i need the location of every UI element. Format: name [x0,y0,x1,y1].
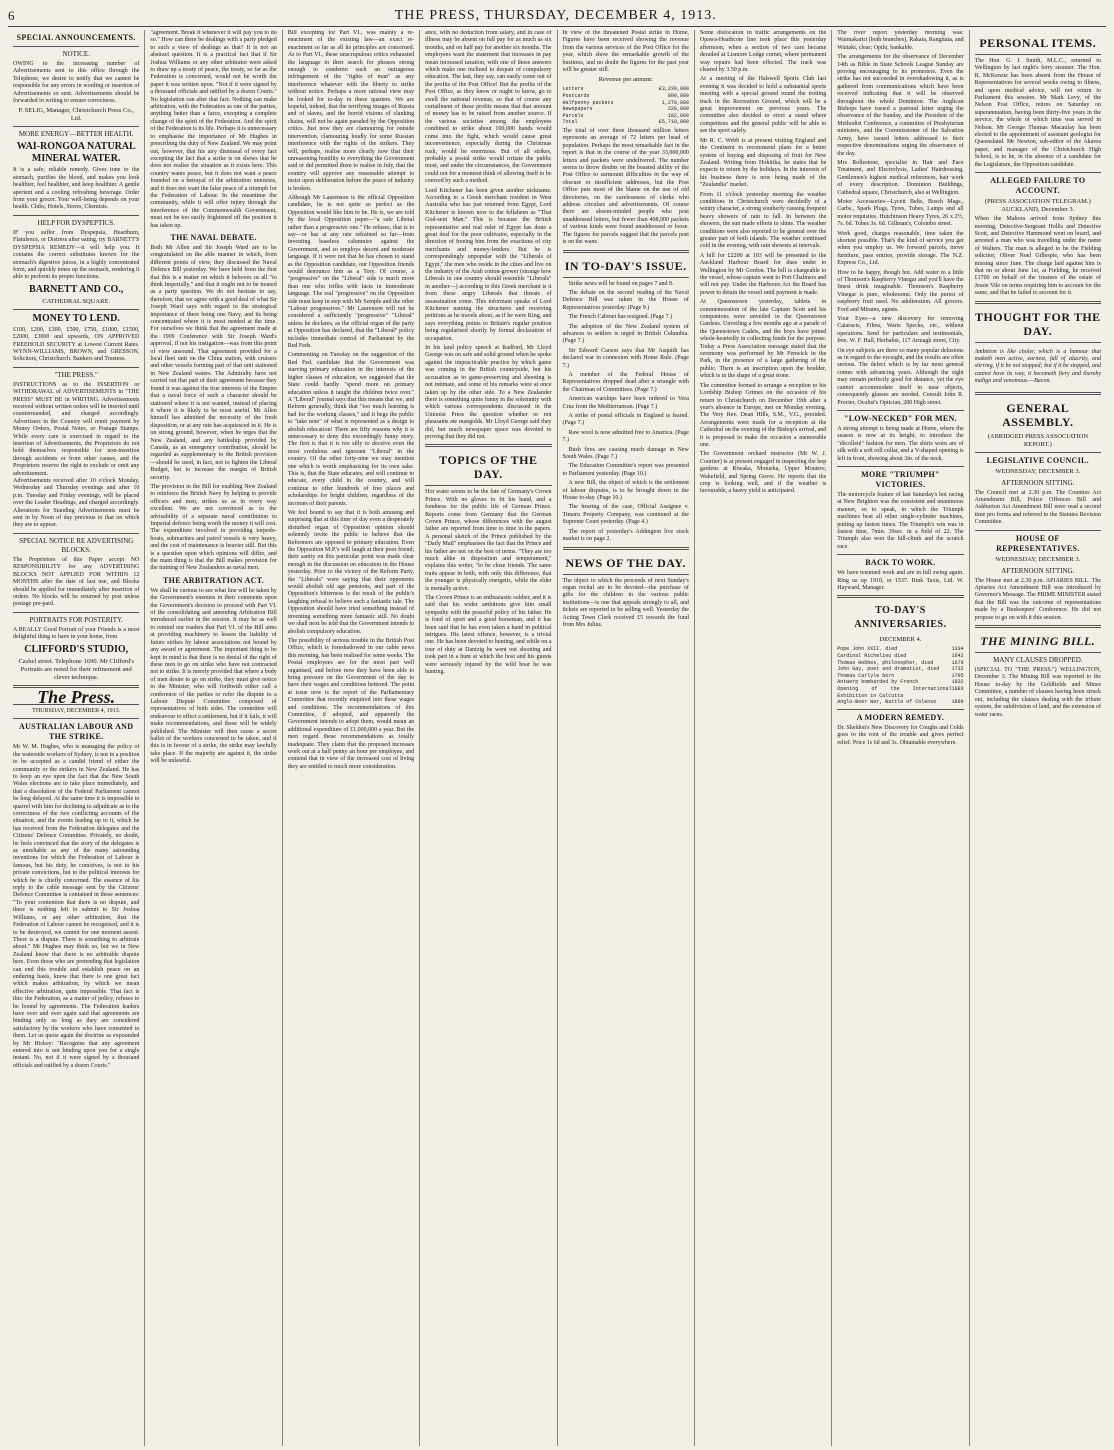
anniversary-row [837,686,963,699]
col4-paragraph-2: Lord Kitchener has been given another nickname. According to a Greek merchant resident in West Australia who has just returned from Egypt, Lord Kitchener is known now to the fellaheen as "That God-sent Man." This is because the British representative and real ruler of Egypt has done a great deal for the poor cultivator, especially in the direction of freeing him from the exactions of city merchants and money-lenders. But he is correspondingly unpopular with the "Liberals of Egypt," the men who reside in the cities and live on the industry of the Arab cotton-grower (strange how Liberals in one country should resemble "Liberals" in another—) according to this Greek merchant is it from these angry Liberals that threats of assassination come. This informant speaks of Lord Kitchener naming the structures and receiving petitions as he travels about, as if he were King, and says everything points to Britain's regular position being regularised shortly by formal declaration of occupation. [425,187,552,342]
revenue-table [563,86,689,126]
news-body: The object to which the proceeds of next Sunday's organ recital are to be devoted—the purchase of gifts for the children in the various public institutions—is one that appeals strongly to all, and tickets are reported to be selling well. Yesterday the Acting Town Clerk received £5 towards the fund from Mrs Julius. [562,577,689,628]
issue-item: The report of yesterday's Addington live stock market is on page 2. [562,528,689,543]
anniversary-event: John Gay, poet and dramatist, died [837,666,940,673]
revenue-row [563,113,689,120]
anniversary-year: 1732 [951,666,964,673]
col7-paragraph-7: Your Eyes—a new discovery for removing Cataracts, Films, Warts Specks, etc., without operations. Send for particulars and testimonials, free. W. F. Hall, Herbalist, 117 Armagh street, City. [837,316,964,345]
naval-debate-heading: THE NAVAL DEBATE. [170,232,257,242]
special-announcements-heading: SPECIAL ANNOUNCEMENTS. [16,33,136,42]
revenue-label: Letters [562,86,584,93]
naval-debate-body: Both Mr Allen and Sir Joseph Ward are to be congratulated on the able manner in which, from different points of view, they discussed the Naval Defence Bill yesterday. We have held from the first that this is a matter on which it behoves us all "to think Imperially," and that it ought not to be treated as a party question. We do not hesitate to say, therefore, that we agree with a good deal of what Sir Joseph Ward says with regard to the strategical importance of there being one Navy, and its being concentrated where it is most needed at the time. For ourselves we think that the agreement made at the 1909 Conference with Sir Joseph Ward's approval, if not his instigation—was from this point of view unsound. That agreement provided for a local fleet unit on the China station, with cruisers and other vessels forming part of that unit stationed in New Zealand waters. The Admiralty have not carried out that part of their agreement because they found it was against the true interests of the Empire that a naval force of such a character should be stationed where it is not wanted, instead of placing it where it is likely to be most useful. Mr Allen himself has admitted the necessity of the fresh disposition, or at any rate has acquiesced in it. He is on strong ground, however, when he urges that the New Zealand, and any battleship provided by Canada, as an emergency contribution, should be regarded as supplementary to the British provision—should be used, in fact, not to lighten the Liberal Budget, but to increase the margin of British security. [150,244,277,481]
wairongoa-heading: MORE ENERGY—BETTER HEALTH. [18,130,134,139]
remedy-heading: A MODERN REMEDY. [856,712,945,722]
barnett-address: CATHEDRAL SQUARE. [42,297,111,305]
anniversary-year: 1642 [951,653,964,659]
press-rules-body: INSTRUCTIONS as to the INSERTION or WITHDRAWAL of ADVERTISEMENTS in "THE PRESS" MUST BE in WRITING. Advertisements received without written orders will be inserted until countermanded, and charged accordingly. Advertisers in the Country will remit payment by Money Orders, Postal Notes, or Postage Stamps. While every care is exercised in regard to the insertion of Advertisements, the Proprietors do not hold themselves responsible for non-insertion through accidents or from other causes, and the Proprietors reserve the right to exclude or omit any advertisement. [13,381,140,477]
issue-heading: IN TO-DAY'S ISSUE. [564,258,687,273]
anniversary-row [837,653,963,660]
newspaper-logo: The Press. [37,686,116,707]
issue-list [563,281,689,544]
col6-paragraph-3: Mr R. C. Webb is at present visiting England and the Continent to recommend plans for a better system of buying and disposing of fruit for New Zealand. Writing from Hokitika, he states that he expects to return by the holidays. In the interests of his business there is now being made of the "Zealandia" market. [699,137,827,189]
anniversary-year: 1883 [951,685,964,692]
column-6 [695,30,832,1446]
masthead [8,6,1106,27]
anniversaries-heading: TO-DAY'S ANNIVERSARIES. [854,605,947,631]
mining-body: (SPECIAL TO "THE PRESS.") WELLINGTON, December 3. The Mining Bill was reported to the House to-day by the Goldfields and Mines Committee, a number of clauses having been struck out, including the clauses dealing with the tribute system, the subdivision of land, and the extension of water races. [974,667,1101,718]
legislative-heading: LEGISLATIVE COUNCIL. [986,455,1089,465]
revenue-label: Newspapers [562,106,593,113]
issue-item: American warships have been ordered to Vera Cruz from the Mediterranean. (Page 7.) [562,396,689,410]
back-to-work-heading: BACK TO WORK. [865,558,936,568]
news-heading: NEWS OF THE DAY. [565,555,686,570]
anniversary-year: 1334 [951,646,964,653]
alleged-heading: ALLEGED FAILURE TO ACCOUNT. [990,176,1086,196]
column-5 [558,30,695,1446]
issue-item: A member of the Federal House of Representatives dropped dead after a wrangle with the Chairman of Committees. (Page 7.) [562,371,689,393]
issue-item: A strike of postal officials in England is feared. (Page 7.) [562,413,689,427]
legislative-subhead: AFTERNOON SITTING. [1001,478,1075,487]
portraits-heading: PORTRAITS FOR POSTERITY. [29,615,123,624]
issue-item: Bush fires are causing much damage in New South Wales. (Page 7.) [562,446,689,461]
issue-item: Sir Edward Carson says that Mr Asquith has declared war in connexion with Home Rule. (Page 7.) [562,347,689,369]
anniversary-year: 1679 [951,659,964,666]
thought-heading: THOUGHT FOR THE DAY. [974,309,1101,338]
portraits-body: A REALLY Good Portrait of your Friends is a most delightful thing to have in your home, from [13,626,140,641]
topics-heading: TOPICS OF THE DAY. [439,453,538,482]
issue-item: Strike news will be found on pages 7 and 8. [568,280,674,287]
anniversary-year: 1795 [951,672,964,679]
leader-continued: "agreement. Break it whenever it will pay you to do so." How can there be dealings with a party pledged to such a view of dealings as that? It is not an abstract question. It is a practical fact that if Sir Joshua Williams or any other arbitrator were asked to draw up a treaty of peace, the treaty, so far as the Federation is concerned, would not be worth the paper it was written upon. "Not if it were signed by a thousand officials and ratified by a dozen Courts." No legislation can alter that fact. Nothing can make arbitration, with the Federation as one of the parties, anything better than a farce, excepting a complete change of the spirit of the Federation. And the spirit of the Federation is its life. Perhaps it is unnecessary to emphasise the importance of Mr Hughes in prescribing the duty of New Zealand. We may point out, however, that his airy dismissal of every fact excepting the fact that a strike is on shows that he does not realise the situation as it exists here. This country wants peace, but it does not want a peace founded on a betrayal of the arbitration unionists, and it does not want the false peace of a triumph for the Federation of Labour. In the meantime the community, while it will offer injury through the interference of the Commonwealth Government, must not be too easily frightened off the position it has taken up. [150,30,277,229]
revenue-value: £3,230,000 [658,86,689,93]
anniversary-event: Opening of the International Exhibition in Calcutta [837,685,952,699]
col6-paragraph-8: The Government orchard instructor (Mr W. J. Courtier) is at present engaged in inspecting the hop gardens at Riwaka, Motueka, Upper Moutere, Wakefield, and Spring Grove. He reports that the crop is looking well, and if the weather is favourable, a heavy yield is anticipated. [699,451,827,495]
alleged-subhead: (PRESS ASSOCIATION TELEGRAM.) AUCKLAND, December 3. [984,198,1091,214]
mining-heading: THE MINING BILL. [980,634,1096,649]
issue-item: The Education Committee's report was presented to Parliament yesterday. (Page 10.) [562,463,689,477]
issue-item: The debate on the second reading of the Naval Defence Bill was taken in the House of Representatives yesterday. (Page 9.) [562,289,689,311]
col7-paragraph-5: Work good, charges reasonable, time taken the shortest possible. That's the kind of service you get when you employ us. We forward parcels, move furniture, pass entries, provide storage. The N.Z. Express Co., Ltd. [837,230,964,267]
col7-paragraph-4: Motor Accessories—Lycett Belts, Bosch Mags., Carbs., Spark Plugs, Tyres, Tubes, Lamps and all motor requisites. Hutchinson Heavy Tyres, 26 x 2½, 7s. 6d. Tubes 3s. 6d. Gillman's, Colombo street. [837,198,964,228]
col6-paragraph-6: At Queenstown yesterday, tablets in commemoration of the late Captain Scott and his companions were unveiled in the Queenstown Gardens. Unveiling a few months ago at a parade of the Queenstown Cadets, and the boys have joined whole-heartedly in collecting funds for the purpose. Today a Press Association message stated that the ceremony was performed by Mr Fenwick in the Park, in the presence of a large gathering of the public. There is an inscription upon the boulder, which is in the shape of a great stone. [699,299,827,380]
revenue-label: Postcards [562,93,590,100]
col3-paragraph-3: Commenting on Tuesday on the suggestion of the Red Fed. candidate that the Government was starving primary education in the interests of the higher classes of education, we suggested that the State could hardly "spend more on primary education unless it taught the children twice over." A "Liberal" journal says that this means that we, and Reform generally, think that "too much learning is bad for the working classes," and it begs the public to "take note" of what is represented as a design to abolish education! There are fifty reasons why it is unnecessary to deny this exceedingly funny story. The first is that it is too silly to deceive even the most credulous and ignorant "Liberal" in the country. Of the other forty-nine we may mention one which is worth emphasising for its own sake. This is, that the State educates, and will continue to educate, every child in the country, and will continue to offer hundreds of free places and scholarships for bright children, regardless of the incomes of their parents. [287,352,415,507]
anniversary-row [837,699,963,706]
anniversary-event: Thomas Carlyle born [837,672,895,679]
naval-debate-body-2: The provision in the Bill for enabling New Zealand to reinforce the British Navy by helping to provide officers and men, strikes us as in every way excellent. We are not convinced as to the advisability of a separate naval contribution to Imperial defence being worth the money it will cost. The expenditure involved in providing torpedo-boats, submarines and patrol vessels is very heavy, and the cost of maintenance is heavier still. But this is a question upon which opinions will differ, and the main thing is that the Bill makes provision for the training of New Zealanders as naval men. [150,483,277,572]
revenue-value: 228,000 [667,106,689,113]
col6-paragraph-2: At a meeting of the Halswell Sports Club last evening it was decided to hold a substantial sports meeting with a special ground round the trotting track in the Recreation Ground, which will be a great improvement on previous years. The committee also decided to erect a stand where competitors and the general public will be able to see the sport safely. [699,76,827,135]
notice-body: OWING to the increasing number of Advertisements sent to this office through the Telephone, we desire to notify that we cannot be responsible for any errors in wording or insertion of Advertisements so sent. Advertisements should be forwarded in writing to ensure correctness. [13,61,140,105]
anniversaries-list [837,646,963,705]
house-heading: HOUSE OF REPRESENTATIVES. [996,533,1080,553]
barnett-body: IF you suffer from Dyspepsia, Heartburn, Flatulence, or Distress after eating, try BARNETT'S DYSPEPSIA REMEDY—it will help you. It contains the correct substitutes known for the stomach's digestive juices, in a highly concentrated form, and quickly tones up the stomach, rendering it able to perform its proper functions. [13,229,140,281]
revenue-row [563,119,689,126]
lownecked-heading: "LOW-NECKED" FOR MEN. [843,413,957,423]
money-heading: MONEY TO LEND. [32,312,120,324]
special-notice-body: The Proprietors of this Paper accept NO RESPONSIBILITY for any ADVERTISING BLOCKS NOT APPLIED FOR WITHIN 12 MONTHS after the date of last use, and Blocks should be applied for immediately after insertion of orders. No blocks will be returned by post unless postage pre-paid. [13,556,140,608]
column-1 [8,30,145,1446]
revenue-value: 1,270,000 [661,99,689,106]
col6-paragraph-4: From 11 o'clock yesterday morning the weather conditions in Christchurch were decidedly of a wintry character, a strong southerly causing frequent heavy showers of rain to fall. In between the showers, the sun made efforts to shine. The weather conditions were also reported to be general over the greater part of both islands. The weather continued cold in the evening, with rain showers at intervals. [699,191,827,250]
col3-paragraph-1: Bill excepting for Part VI., was mainly a re-enactment of the existing law—an exact re-enactment so far as all its principles are concerned. As to Part VI., these unscrupulous critics exhausted the language in their search for phrases strong enough to condemn such an outrageous infringement of the "rights of man" as any interference whatever with the liberty to strike without notice. Perhaps a more rational view may be looked for to-day in these quarters. We are hopeful, indeed, that the terrifying images of Russia and of slaves, and the horrid visions of clanking chains, will not be again paraded by the Opposition critics. Just now they are clamouring for outside intervention, clamouring loudly for some Russian interference with the rights of the strikers. They will, perhaps, realise more clearly now that their unreasoning hostility to everything the Government said or did permitted them to realise in July, that the country will approve any reasonable attempt to insist upon deliberation before the peace of industry is broken. [287,30,415,192]
anniversary-row [837,660,963,667]
issue-item: The French Cabinet has resigned. (Page 7.) [568,314,673,321]
press-rules-extra: Advertisements received after 10 o'clock Monday, Wednesday and Thursday evenings and after 10 p.m. Tuesday and Friday evenings, will be placed over the Leader Headings, and charged accordingly. Alterations for Standing Advertisements must be sent in by Noon of day previous to that on which they are to appear. [13,478,140,529]
column-4 [420,30,557,1446]
thought-body: Ambition is like choler, which is a humour that maketh men active, earnest, full of alacrity, and stirring, if it be not stopped; but if it be stopped, and cannot have its way, it becometh fiery and thereby malign and venomous.—Bacon. [974,348,1101,385]
revenue-value: 182,000 [667,112,689,119]
lownecked-body: A strong attempt is being made at Home, where the season is now at its height, to introduce the "décolleté" fashion for men. The shirts worn are of silk with a soft roll collar, and a V-shaped opening is left in front, showing about 3in. of the neck. [837,425,964,462]
legislative-body: The Council met at 2.30 p.m. The Counties Act Amendment Bill, Police Offences Bill and Ashburton Act Amendment Bill were read a second time pro forma and referred to the Statutes Revision Committee. [974,489,1101,526]
barnett-name: BARNETT AND CO., [29,283,124,295]
triumph-body: The motorcycle feature of last Saturday's hot racing at New Brighton was the consistent and unanimous manner, so to speak, in which the Triumph machines beat all other single-cylinder machines, putting up fastest times. The Triumph's win was in fastest time, 7min. 39sec. in a field of 22. The Triumph also won the hill-climb and the scratch race. [837,491,964,550]
revenue-table-heading: Revenue per annum: [598,76,653,84]
revenue-label: Total [562,119,578,126]
press-rules-heading: "THE PRESS." [54,370,98,379]
col4-paragraph-4: Hot water seems to be the fate of Germany's Crown Prince. With no gloves to fit his hand, and a fondness for the public life of German Prince. Reports come from Germany that the German Crown Prince, whose differences with the august father are reported from time to time in the papers. A personal sketch of the Prince published by the "Daily Mail" emphasises the fact that the Prince and his father are not on the best of terms. "They are too much alike in disposition and temperament," explains this writer, "to be close friends. The same traits appear in both, with only this difference, that the younger is physically energetic, while the elder is mentally active. [425,489,552,592]
issue-item: The hearing of the case, Official Assignee v. Timaru Property Company, was continued at the Supreme Court yesterday. (Page 4.) [562,504,689,526]
col6-paragraph-7: The committee formed to arrange a reception to his Lordship Bishop Grimes on the occasion of his return to Christchurch on December 19th after a year's absence in Europe, met on Monday evening. The Very Rev. Dean Hills, S.M., V.G., presided. Arrangements were made for a reception at the Cathedral on the evening of the Bishop's arrival, and it is proposed to make the occasion a memorable one. [699,382,827,448]
notice-heading: NOTICE. [62,50,90,58]
anniversary-event: Thomas Hobbes, philosopher, died [837,659,934,666]
anniversary-row [837,646,963,653]
clifford-name: CLIFFORD'S STUDIO, [24,643,129,655]
anniversary-event: Pope John XXII. died [837,646,898,653]
col4-paragraph-5: The Crown Prince is an enthusiastic soldier, and it is said that his wider ambitions give him small sympathy with the peaceful policy of his father. He is fond of sport and a good horseman, and it has been said that he has even taken a hand in political intrigues. His latest offence, however, is a trivial one. He has been devoted to hunting, and while on a tour of duty at Dantzig he went out shooting and took part in a hunt at which the host and his guests were seriously injured by the wild boar he was hunting. [425,595,552,676]
arbitration-heading: THE ARBITRATION ACT. [163,575,265,585]
wairongoa-body: It is a safe, reliable remedy. Gives tone to the stomach, purifies the blood, and makes you look healthier, feel healthier, and keep healthier. A gentle aperient and a cooling refreshing beverage. Order from your grocer. Your well-being depends on your health. Clubs, Hotels, Stores, Chemists. [13,167,140,211]
col6-paragraph-1: Some dislocation in traffic arrangements on the Opawa-Heathcote line took place this yesterday afternoon, when a section of two cars became derailed at Lismore Lodge corner, where permanent way repairs had been effected. The track was cleared by 3.50 p.m. [699,30,827,74]
wairongoa-title: WAI-RONGOA NATURAL MINERAL WATER. [16,141,136,165]
alleged-body: When the Mahora arrived from Sydney this morning, Detective-Sergeant Hollis and Detective Scott, and Detective Hammond went on board, and arrested a man who was travelling under the name of Walters. The man is alleged to be the Fielding solicitor, Oliver Noel Gillespie, who has been missing since June. The charge laid against him is that on or about June 1st, at Fielding, he received £1700 on behalf of the trustees of the estate of Jessie Vile on terms requiring him to account for the same, and that he failed to account for it. [974,216,1101,297]
house-date: WEDNESDAY, DECEMBER 3. [995,555,1081,563]
column-2 [145,30,282,1446]
col6-paragraph-5: A bill for £2200 at 103 will be presented to the Auckland Harbour Board for dues under to Wellington by Mr Gordon. The bill is chargeable to the vessel, whose captain went to Port Chalmers and will not pay. Under the Harbours Act the Board has power to detain the vessel until payment is made. [699,252,827,296]
notice-signature: P. SELIG, Manager, Christchurch Press Co., Ltd. [18,107,134,123]
dateline: THURSDAY, DECEMBER 4, 1913. [32,707,121,714]
personal-heading: PERSONAL ITEMS. [979,36,1097,50]
special-notice-heading: SPECIAL NOTICE RE ADVERTISING BLOCKS. [19,536,134,554]
issue-item: The adoption of the New Zealand system of advances to settlers is urged in British Columbia. (Page 7.) [562,323,689,345]
issue-item: Raw wool is now admitted free to America. (Page 7.) [562,429,689,444]
col4-paragraph-3: In his land policy speech at Radford, Mr Lloyd George was on safe and solid ground when he spoke against the impracticable practice by which game was coming in the British countryside, but his accusation as to game-preserving and shooting is not intimate, and some of his remarks were at once taken up by the other side. To a New Zealander there is something quite funny in the solemnity with which various correspondents discussed in the Unionist Press the question whether or not pheasants ate mangolds. Mr Lloyd George said they did, but much newspaper space was devoted to proving that they did not. [425,345,552,440]
columns [8,30,1106,1446]
col5-paragraph-1: In view of the threatened Postal strike in Home, Figures have been received showing the revenue from the various services of the Post Office for the year, which show the remarkable growth of the business, and no doubt the figures for the past year will be greater still. [562,30,689,74]
remedy-body: Dr. Sheldon's New Discovery for Coughs and Colds goes to the root of the trouble and gives perfect relief. Price 1s 6d and 3s. Obtainable everywhere. [837,724,964,746]
newspaper-title: THE PRESS, THURSDAY, DECEMBER 4, 1913. [394,8,717,23]
col3-paragraph-2: Although Mr Laurenson is the official Opposition candidate, he is not quite so perfect as the Opposition would like him to be. He is, we are told by the local Opposition paper—"a safe Liberal rather than a progressive one." He refuses, that is to say—or has at any rate refrained so far—from inventing baseless calumnies against the Government, and so employs decent and moderate language. If it were not that he has chosen to stand as the Opposition candidate, our Opposition friends would denounce him as a Tory. Of course, a "progressive" on the "Liberal" side is much more than one who trifles with facts in immoderate language. The real "progressive" on the Opposition side must keep in step with Mr Semple and the other "Labour progressives." Mr Laurenson will not be considered a sufficiently "progressive" "Liberal" unless he declares, as the official organ of the party at Opposition has declared, that the "Liberal" policy includes immediate control of Parliament by the Red Feds. [287,194,415,350]
revenue-label: Halfpenny packets [562,99,614,106]
clifford-address: Cashel street. Telephone 1690. Mr Clifford's Portraits are noted for their refinement and clever technique. [18,657,134,681]
col7-paragraph-3: Mrs Rollestone, specialist in Hair and Face Treatment, and Electrolysis, Ladies' Hairdressing, Gentlemen's highest medical references, hair work of every description. Dominion Buildings, Cathedral square, Christchurch, also at Wellington. [837,159,964,196]
page-number: 6 [8,8,16,23]
back-to-work-body: We have resumed work and are in full swing again. Ring us up 1910, or 1537. Rink Taxis, Ltd. W. Hayward, Manager. [837,570,964,591]
assembly-subhead: (ABRIDGED PRESS ASSOCIATION REPORT.) [987,432,1089,448]
column-3 [283,30,420,1446]
house-body: The House met at 2.30 p.m. APIARIES BILL. The Apiaries Act Amendment Bill was introduced by Governor's Message. The PRIME MINISTER stated that the Bill was the outcome of representations made by a Beekeepers' Conference. He did not propose to go on with it this session. [974,577,1101,621]
col3-paragraph-5: The possibility of serious trouble in the British Post Office, which is foreshadowed in our cable news this morning, has been realised for some weeks. The Postal employees are for the most part well organised, and before now they have been able to bring pressure on the Government of the day to have their wages and conditions bettered. The point at issue now is the report of the Parliamentary Committee that recently enquired into these wages and conditions. The recommendations of this Committee, if adopted, and apparently the Government intends to adopt them, would mean an additional expenditure of £1,000,000 a year. But the men regard these recommendations as totally inadequate. They claim that the proposed increases work out at a half penny an hour per employee, and contend that in view of the increased cost of living they are entitled to much more consideration. [287,637,415,770]
mining-subhead: MANY CLAUSES DROPPED. [993,656,1083,665]
anniversary-year: 1899 [951,699,964,706]
anniversary-row [837,679,963,686]
arbitration-body: We shall be curious to see what line will be taken by the Government's enemies in their comments upon the Government's decision to proceed with Part VI. of the consolidating and amending Arbitration Bill introduced earlier in the session. It may be as well to remind our readers that Part VI. of the Bill aims at providing machinery to lessen the liability of future strikes by labour associations not bound by any award or agreement. The important thing to be kept in mind is that there is no denial of the right of these men to go on strike who have not contracted not to strike. It is merely provided that where a body of men desire to go on strike, they must give notice to the Minister, who will forthwith either call a conference of the parties or refer the dispute to a Labour Dispute Committee composed of representatives of both sides. The committee will endeavour to effect a settlement, but if it fails, it will make recommendations, and these will be widely published. The Minister will then cause a secret ballot of the workers concerned to be taken, and if this is in favour of a strike, the strike may lawfully take place. If the majority are against it, the strike will be unlawful. [150,587,277,765]
personal-body: The Hon. G. J. Smith, M.L.C., returned to Wellington by last night's ferry steamer. The Hon. R. McKenzie has been absent from the House of Representatives for several weeks owing to illness, and upon medical advice, will not return to Parliament this session. Mr Mark Levy, of the Nelson Post Office, retires on Saturday on superannuation, having been thirty-five years in the service, the whole of which time was served in Nelson. Mr George Thomas Macaulay has been elected to the appointment of assistant geologist for Queensland. Mr Newton, sub-editor of the Akaroa paper, and manager of the Christchurch High School, is to be, in the absence of a candidate for the Legislature, the Opposition candidate. [974,58,1101,168]
col3-paragraph-4: We feel bound to say that it is both amusing and surprising that at this time of day even a desperately disturbed organ of Opposition opinion should solemnly invite the public to believe that the Reformers are opposed to primary education. Even the Opposition M.P.'s will laugh at their poor friend; their sanity on this particular point was made clear enough in the discussion on education in the House yesterday. Prior to the victory of the Reform Party, the "Liberals" were saying that their opponents would abolish old age pensions, and part of the Opposition's bitterness is the result of the public's laughing refusal to believe such a fantastic tale. The Opposition should have tried something instead of inventing something more fantastic still. No doubt we shall next be told that the Government intends to abolish compulsory education. [287,510,415,635]
column-8 [970,30,1106,1446]
revenue-row [563,93,689,100]
col7-paragraph-6: How to be happy, though hot. Add water to a little of Thomson's Raspberry Vinegar and you'll have the finest drink imaginable. Thomson's Raspberry Vinegar is pure, wholesome. Only the purest of raspberry fruit used. No adulteration. All grocers. Ford and Mirams, agents. [837,269,964,313]
anniversary-event: Antwerp bombarded by French [837,679,919,686]
col7-paragraph-8: On eye subjects are there so many popular delusions as in regard to the eyesight, and the results are often serious. The defect which is by far most general comes with advancing years. Although the sight may remain perfectly good for distance, yet the eye cannot accommodate itself to near objects, consequently glasses are needed. Consult John R. Procter, Oculist's Optician, 200 High street. [837,347,964,406]
leader-heading: AUSTRALIAN LABOUR AND THE STRIKE. [19,722,134,742]
col4-paragraph-1: ance, with no deduction from salary, and in case of illness may be absent on full pay for as much as six months, and on half pay for another six months. The employees want the statement that increases in pay mean increased taxation, with one of those answers which make one inclined to despair of compulsory education. The last, they say, can easily come out of the profits of the Post Office! But the profits of the Post Office, as they know or ought to know, go to swell the national revenue, so that of course any curtailment of these profits means that that amount of money has to be raised from another source. If the various societies among the employees combined to strike about 100,000 hands would come into the fight, which would cause great inconvenience, especially during the Christmas rush, would be enormous. But of all strikes, probably a postal strike would irritate the public most, and under the circumstances, the Government could not for a moment think of allowing itself to be coerced by such a method. [425,30,552,185]
col7-paragraph-2: The arrangements for the observance of December 14th as Bible in State Schools League Sunday are proving encouraging to its promoters. Even the strike has not succeeded in overshadowing it, as is gathered from communications which have been received indicating that it will be observed throughout the whole Dominion. The Anglican Bishops have issued a pastoral letter urging the observance of the Sunday, and the President of the Methodist Conference, a committee of Presbyterian ministers, and the Commissioner of the Salvation Army, have issued letters addressed to their respective denominations urging the observance of the day. [837,54,964,157]
col7-paragraph-1: The river report yesterday morning was: Waimakariri (both branches), Rakaia, Rangitata, and Waitaki, clear; Opihi, bankable. [837,30,964,51]
revenue-row [563,106,689,113]
house-subhead: AFTERNOON SITTING. [1001,566,1075,575]
anniversaries-date: DECEMBER 4. [879,636,922,644]
anniversary-row [837,666,963,673]
issue-item: A new Bill, the object of which is the settlement of labour disputes, is to be brought down in the House to-day. (Page 10.) [562,480,689,502]
revenue-value: 800,000 [667,93,689,100]
col5-paragraph-2: The total of over three thousand million letters represents an average of 72 letters per head of population. Perhaps the most remarkable fact in the report is that in the course of the year 33,000,000 letters and packets were undelivered. The number seems to throw doubts on the boasted ability of the Post Office to surmount difficulties in the way of obscure or insufficient addresses, but the Post Office puts most of the blame on the use of old directories, on the carelessness of clerks who address circulars and advertisements. Of course there are absent-minded people who post unaddressed letters, but fewer than 408,000 packets of various kinds were found unaddressed or loose. The figures for parcels suggest that the parcels post is on the wane. [562,128,689,246]
money-body: £100, £200, £300, £500, £750, £1000, £1500, £2000, £3000 and upwards, ON APPROVED FREEHOLD SECURITY at Lowest Current Rates. WYNN-WILLIAMS, BROWN, and GRESSON, Solicitors, Christchurch. Bankers and Trustees. [13,326,140,363]
column-7 [832,30,969,1446]
barnett-heading: HELP FOR DYSPEPTICS. [37,218,115,227]
revenue-row [563,100,689,107]
anniversary-event: Cardinal Richelieu died [837,653,907,659]
triumph-heading: MORE "TRIUMPH" VICTORIES. [861,469,940,489]
assembly-heading: GENERAL ASSEMBLY. [1002,400,1074,429]
anniversary-year: 1832 [951,679,964,686]
anniversary-event: Anglo-Boer War, Battle of Colenso [837,699,937,706]
revenue-value: £5,710,000 [658,119,689,126]
revenue-row [563,86,689,93]
revenue-label: Parcels [562,112,584,119]
leader-body: Mr W. M. Hughes, who is managing the policy of the waterside workers of Sydney, is not in a position to be accepted as a candid friend of either the community or the strikers in New Zealand. He has to keep an eye upon the fact that the New South Wales elections are to take place immediately, and that a dissolution of the Federal Parliament cannot be long delayed. At the same time it is impossible to quarrel with him for declining to adjudicate as to the correctness of the two conflicting accounts of the situation, and the events leading up to it, which he has received from the Federation delegates and the Citizens' Defence Committee. Privately, no doubt, he feels convinced that the story of the delegates is as unreliable as any of the many astounding inventions for which the Federation of Labour is famous, but his duty, he conceives, is not to his private convictions, but to the political interests for which he is chiefly concerned. The essence of his reply to the cable message sent by the Citizens' Defence Committee is contained in these sentences: "To your contention that there is no dispute, and there is nothing left to submit to Sir Joshua Williams, or any other arbitration, that the Federation of Labour cannot be recognised, and it is to be destroyed, we cannot for one moment assent. There is a dispute. There is something to arbitrate about." Mr Hughes may think so, but we in New Zealand know that there is no arbitrable dispute here. Even those who are pretending that legislation can end this trouble and establish peace on an enduring basis, know that there is one great fact which makes arbitration, by which we mean effective arbitration, quite impossible. That fact is this: the Federation, as a matter of policy, refuses to be bound by agreements. The Federation leaders have over and over again said that agreements are binding only so long as they are considered satisfactory by the workers who have consented to them. Let us quote again the doctrine as expounded by Mr Hickey: "Recognise that any agreement entered into is not binding upon you for a single instant. No, not if it were signed by a thousand officials and ratified by a dozen Courts." [13,744,140,1069]
legislative-date: WEDNESDAY, DECEMBER 3. [995,467,1081,475]
anniversary-row [837,673,963,680]
